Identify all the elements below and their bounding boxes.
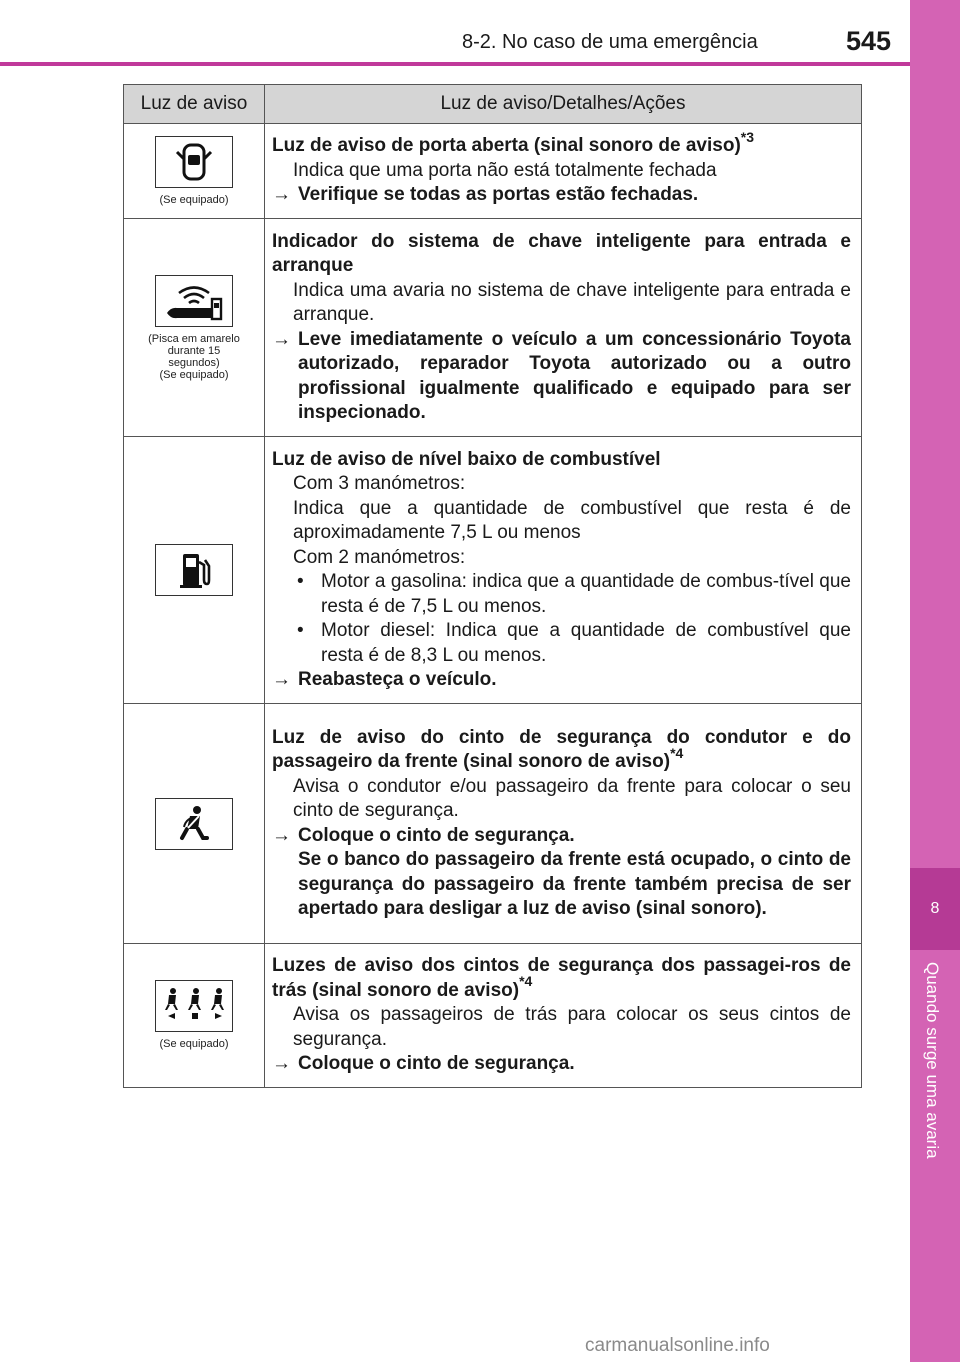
- seatbelt-icon: [155, 798, 233, 850]
- warning-action: → Verifique se todas as portas estão fechadas.: [272, 184, 699, 206]
- icon-note: (Pisca em amarelo durante 15 segundos) (Se equipado): [148, 332, 240, 381]
- warning-action: → Leve imediatamente o veículo a um concessionário Toyota autorizado, reparador Toyota autorizado ou a outro profissional igualmente qualificado e equipado para ser inspecionado.: [272, 328, 851, 423]
- header-rule: [0, 62, 910, 66]
- table-row: [124, 437, 862, 704]
- door-open-warning-icon: [155, 136, 233, 188]
- warning-title: Luz de aviso de nível baixo de combustível: [272, 448, 661, 470]
- details-cell: [265, 944, 862, 1088]
- details-cell: [265, 704, 862, 944]
- icon-cell: [124, 124, 265, 219]
- warning-description: Indica que a quantidade de combustível que resta é de aproximadamente 7,5 L ou menos: [293, 497, 851, 543]
- watermark: carmanualsonline.info: [585, 1335, 770, 1356]
- warning-title: Luzes de aviso dos cintos de segurança dos passagei-ros de trás (sinal sonoro de aviso)$^{*4}$: [272, 955, 851, 1001]
- warning-action-note: Se o banco do passageiro da frente está ocupado, o cinto de segurança do passageiro da frente também precisa de ser apertado para desligar a luz de aviso (sinal sonoro).: [298, 849, 851, 919]
- table-row: [124, 124, 862, 219]
- chapter-title: Quando surge uma avaria: [923, 962, 942, 1159]
- fuel-pump-icon: [155, 544, 233, 596]
- icon-cell: [124, 944, 265, 1088]
- table-row: [124, 704, 862, 944]
- details-cell: [265, 124, 862, 219]
- warning-description: Com 2 manómetros:: [293, 546, 466, 568]
- warning-action: → Coloque o cinto de segurança.: [272, 1053, 575, 1074]
- warning-title: Luz de aviso de porta aberta (sinal sonoro de aviso)$^{*3}$: [272, 128, 755, 157]
- page-number: 545: [846, 26, 892, 56]
- warning-title: Indicador do sistema de chave inteligente para entrada e arranque: [272, 230, 851, 276]
- warning-description: Indica uma avaria no sistema de chave inteligente para entrada e arranque.: [293, 279, 851, 325]
- list-item: • Motor diesel: Indica que a quantidade de combustível que resta é de 8,3 L ou menos.: [297, 620, 851, 666]
- warning-description: Com 3 manómetros:: [293, 473, 466, 494]
- warning-action: → Coloque o cinto de segurança.: [272, 824, 575, 846]
- rear-seatbelts-icon: [155, 980, 233, 1032]
- icon-note: (Se equipado): [159, 1038, 229, 1051]
- smart-key-system-icon: [155, 275, 233, 327]
- section-title: 8-2. No caso de uma emergência: [462, 31, 758, 53]
- warning-description: Indica que uma porta não está totalmente fechada: [293, 159, 717, 181]
- table-row: [124, 944, 862, 1088]
- warning-action: → Reabasteça o veículo.: [272, 669, 497, 690]
- table-row: [124, 219, 862, 437]
- icon-cell: [124, 219, 265, 437]
- warning-title: Luz de aviso do cinto de segurança do condutor e do passageiro da frente (sinal sonoro de aviso)$^{*4}$: [272, 726, 851, 772]
- icon-note: (Se equipado): [159, 194, 229, 206]
- details-cell: [265, 219, 862, 437]
- warning-lights-table: [123, 84, 862, 1088]
- warning-description: Avisa os passageiros de trás para colocar os seus cintos de segurança.: [293, 1004, 851, 1050]
- chapter-number-box: [910, 868, 960, 950]
- table-header-row: [124, 85, 862, 124]
- column-header-light: Luz de aviso: [124, 85, 265, 124]
- chapter-number: 8: [930, 900, 940, 917]
- details-cell: [265, 437, 862, 704]
- column-header-details: Luz de aviso/Detalhes/Ações: [265, 85, 862, 124]
- warning-description: Avisa o condutor e/ou passageiro da frente para colocar o seu cinto de segurança.: [293, 775, 851, 821]
- icon-cell: [124, 437, 265, 704]
- icon-cell: [124, 704, 265, 944]
- list-item: • Motor a gasolina: indica que a quantidade de combus-tível que resta é de 7,5 L ou menos.: [297, 571, 851, 617]
- chapter-side-tab: [910, 0, 960, 1362]
